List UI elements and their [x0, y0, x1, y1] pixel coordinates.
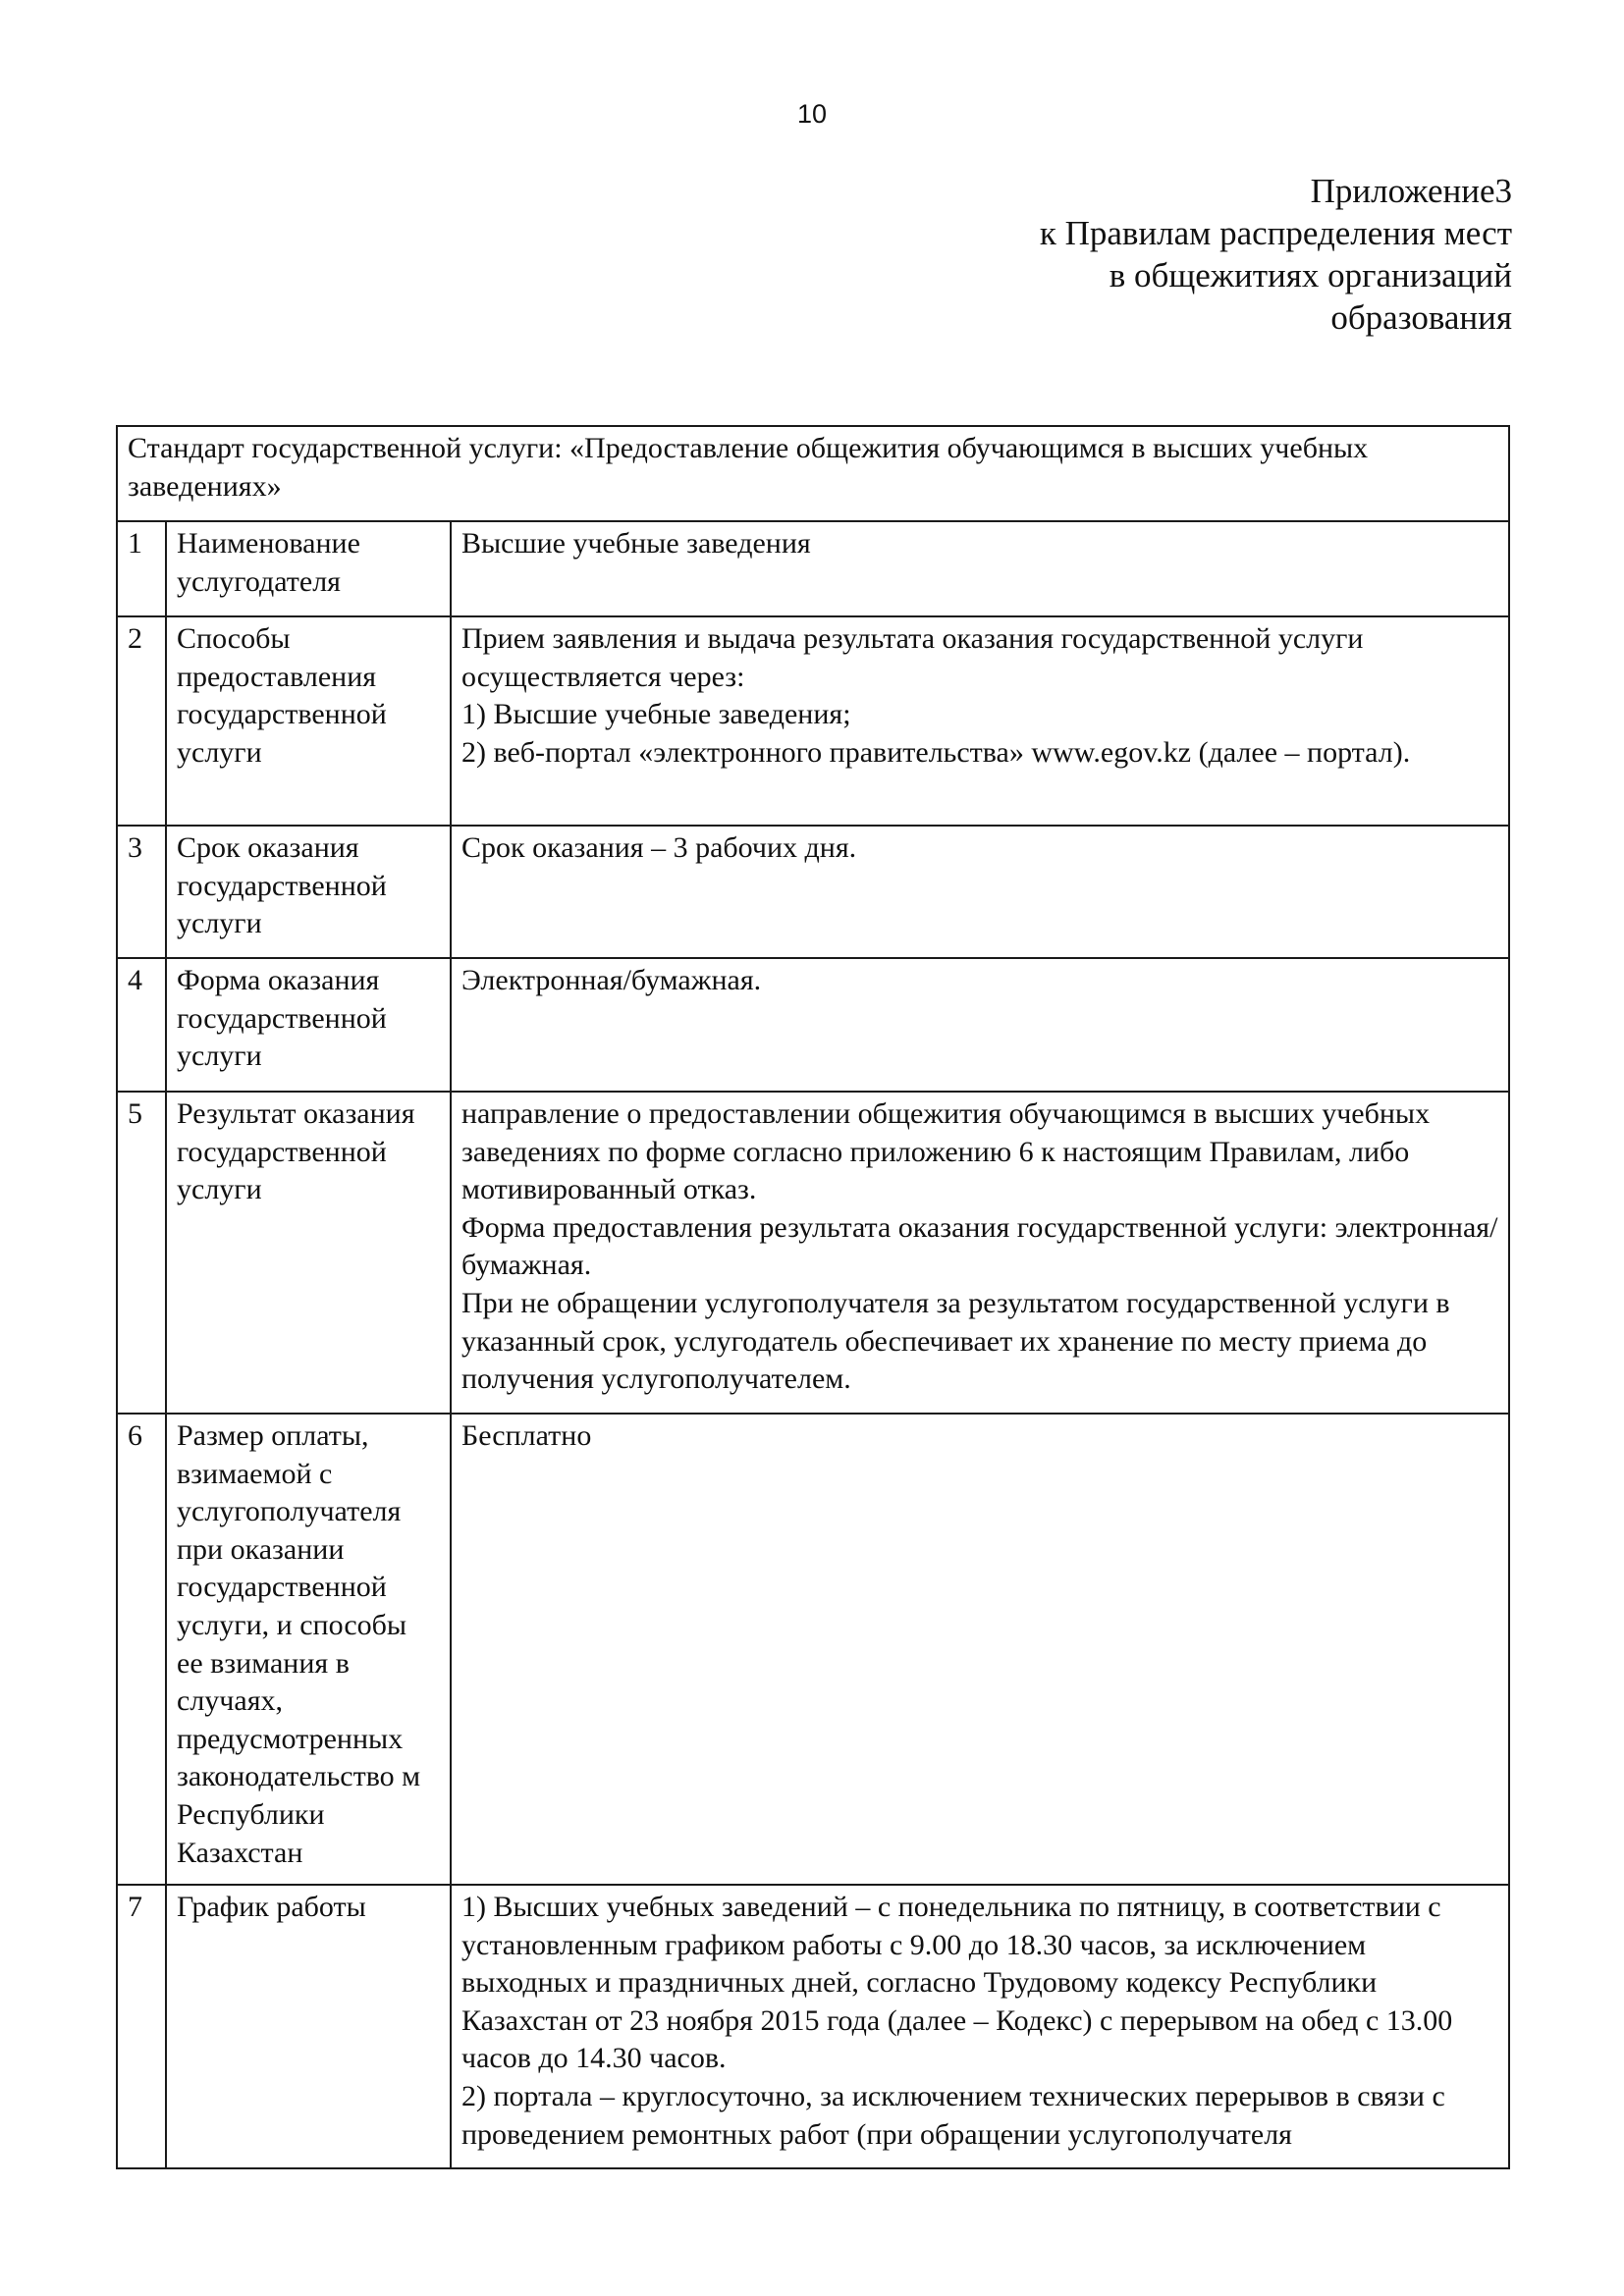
content-paragraph: 1) Высшие учебные заведения;	[461, 698, 851, 731]
table-row	[117, 1092, 1509, 1414]
row-label: График работы	[166, 1885, 451, 2168]
row-label: Результат оказания государственной услуги	[166, 1092, 451, 1414]
content-paragraph: 2) веб-портал «электронного правительства» www.egov.kz (далее – портал).	[461, 735, 1411, 769]
appendix-header	[1040, 170, 1512, 339]
table-title-row	[117, 426, 1509, 521]
row-label: Размер оплаты, взимаемой с услугополучателя при оказании государственной услуги, и способы ее взимания в случаях, предусмотренных законодательство м Республики Казахстан	[166, 1414, 451, 1885]
page-number: 10	[796, 99, 828, 129]
content-paragraph: 2) портала – круглосуточно, за исключением технических перерывов в связи с проведением ремонтных работ (при обращении услугополучателя	[461, 2079, 1445, 2151]
table-row	[117, 958, 1509, 1092]
row-content	[451, 1414, 1509, 1885]
content-paragraph: Высшие учебные заведения	[461, 527, 811, 560]
appendix-title: Приложение3	[1310, 172, 1512, 210]
service-standard-table	[116, 425, 1510, 2169]
table-row	[117, 521, 1509, 616]
row-content	[451, 616, 1509, 826]
table-title: Стандарт государственной услуги: «Предоставление общежития обучающимся в высших учебных заведениях»	[117, 426, 1509, 521]
row-label: Наименование услугодателя	[166, 521, 451, 616]
content-paragraph: Форма предоставления результата оказания государственной услуги: электронная/бумажная.	[461, 1210, 1498, 1282]
row-number: 7	[117, 1885, 166, 2168]
content-paragraph: направление о предоставлении общежития обучающимся в высших учебных заведениях по форме согласно приложению 6 к настоящим Правилам, либо мотивированный отказ.	[461, 1097, 1431, 1206]
row-number: 3	[117, 826, 166, 958]
content-paragraph: Электронная/бумажная.	[461, 964, 762, 996]
table-row	[117, 616, 1509, 826]
row-content	[451, 1885, 1509, 2168]
content-paragraph: 1) Высших учебных заведений – с понедельника по пятницу, в соответствии с установленным графиком работы с 9.00 до 18.30 часов, за исключением выходных и праздничных дней, согласно Трудовому кодексу Республики Казахстан от 23 ноября 2015 года (далее – Кодекс) с перерывом на обед с 13.00 часов до 14.30 часов.	[461, 1891, 1453, 2075]
row-number: 1	[117, 521, 166, 616]
table-row	[117, 826, 1509, 958]
table-row	[117, 1414, 1509, 1885]
row-content	[451, 1092, 1509, 1414]
row-content	[451, 521, 1509, 616]
content-paragraph: Срок оказания – 3 рабочих дня.	[461, 831, 857, 864]
appendix-subtitle-line-3: образования	[1330, 298, 1512, 337]
content-paragraph: При не обращении услугополучателя за результатом государственной услуги в указанный срок, услугодатель обеспечивает их хранение по месту приема до получения услугополучателем.	[461, 1286, 1450, 1396]
row-content	[451, 826, 1509, 958]
appendix-subtitle-line-2: в общежитиях организаций	[1109, 256, 1512, 294]
row-label: Форма оказания государственной услуги	[166, 958, 451, 1092]
row-label: Способы предоставления государственной услуги	[166, 616, 451, 826]
row-content	[451, 958, 1509, 1092]
row-number: 4	[117, 958, 166, 1092]
row-number: 5	[117, 1092, 166, 1414]
row-number: 6	[117, 1414, 166, 1885]
table-row	[117, 1885, 1509, 2168]
row-label: Срок оказания государственной услуги	[166, 826, 451, 958]
content-paragraph: Прием заявления и выдача результата оказания государственной услуги осуществляется через:	[461, 622, 1364, 693]
content-paragraph: Бесплатно	[461, 1419, 592, 1452]
appendix-subtitle-line-1: к Правилам распределения мест	[1039, 214, 1512, 252]
row-number: 2	[117, 616, 166, 826]
